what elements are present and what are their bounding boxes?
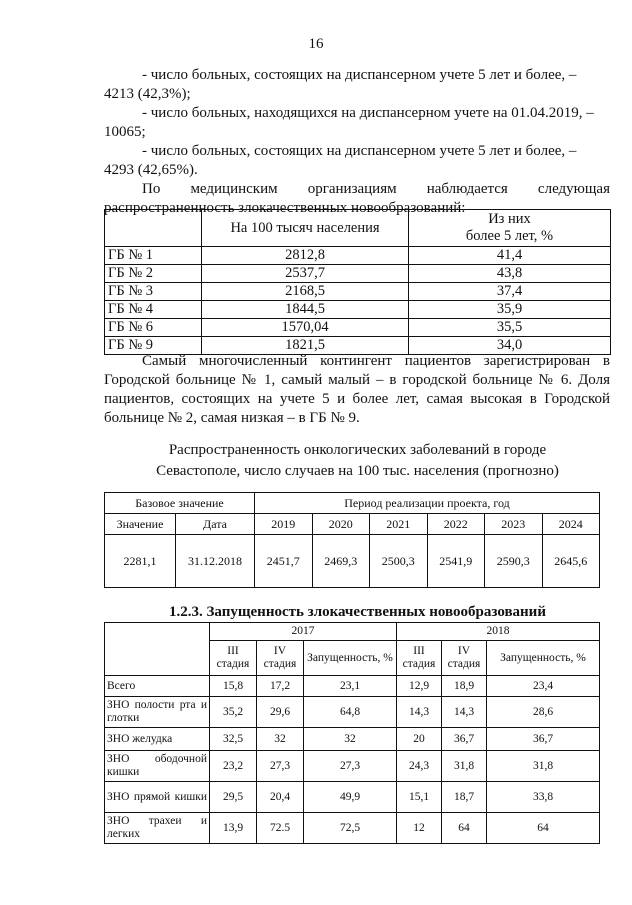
row-label: ГБ № 9 [105, 337, 202, 355]
cell: 13,9 [210, 813, 257, 844]
title-line-1: Распространенность онкологических заболеваний в городе [168, 442, 547, 458]
table-row [105, 535, 600, 588]
cell: 14,3 [397, 697, 442, 728]
row-label: ЗНО прямой кишки [105, 782, 210, 813]
bullet-2-line-1: - число больных, находящихся на диспансерном учете на 01.04.2019, – [142, 105, 594, 121]
table-header-row [105, 210, 611, 247]
bullet-1-line-2: 4213 (42,3%); [104, 86, 191, 102]
table-row [105, 247, 611, 265]
cell: 12,9 [397, 676, 442, 697]
cell: 72.5 [257, 813, 304, 844]
row-label: ЗНО ободочной кишки [105, 751, 210, 782]
lead-word: следующая [537, 181, 610, 197]
cell: 15,1 [397, 782, 442, 813]
row-percent: 43,8 [409, 265, 611, 283]
cell: 72,5 [304, 813, 397, 844]
cell: 27,3 [257, 751, 304, 782]
base-value-header: Базовое значение [105, 493, 255, 514]
lead-word: медицинским [190, 181, 278, 197]
table-row [105, 676, 600, 697]
cell: 32,5 [210, 728, 257, 751]
row-label: ЗНО желудка [105, 728, 210, 751]
lead-word: организациям [307, 181, 397, 197]
cell: 23,4 [487, 676, 600, 697]
base-value-cell: 2281,1 [105, 535, 176, 588]
table-subheader-row [105, 514, 600, 535]
cell: 20,4 [257, 782, 304, 813]
cell: 33,8 [487, 782, 600, 813]
row-label: ГБ № 1 [105, 247, 202, 265]
year-value-cell: 2541,9 [427, 535, 485, 588]
year-header: 2019 [255, 514, 313, 535]
date-header: Дата [176, 514, 255, 535]
table-header-row [105, 493, 600, 514]
year-header: 2020 [312, 514, 370, 535]
bullet-3-line-1: - число больных, состоящих на диспансерном учете 5 лет и более, – [142, 143, 577, 159]
row-percent: 35,9 [409, 301, 611, 319]
cell: 23,1 [304, 676, 397, 697]
year-value-cell: 2469,3 [312, 535, 370, 588]
row-label: ЗНО трахеи и легких [105, 813, 210, 844]
cell: 35,2 [210, 697, 257, 728]
row-value: 2168,5 [202, 283, 409, 301]
cell: 12 [397, 813, 442, 844]
period-header: Период реализации проекта, год [255, 493, 600, 514]
cell: 64 [487, 813, 600, 844]
neglect-pct-header: Запущенность, % [304, 641, 397, 676]
cell: 31,8 [487, 751, 600, 782]
cell: 15,8 [210, 676, 257, 697]
row-label: ГБ № 3 [105, 283, 202, 301]
cell: 17,2 [257, 676, 304, 697]
cell: 18,7 [442, 782, 487, 813]
stage-3-header: III стадия [210, 641, 257, 676]
cell: 64 [442, 813, 487, 844]
row-value: 1821,5 [202, 337, 409, 355]
year-value-cell: 2590,3 [485, 535, 543, 588]
title-line-2: Севастополе, число случаев на 100 тыс. населения (прогнозно) [156, 463, 559, 479]
cell: 28,6 [487, 697, 600, 728]
row-percent: 35,5 [409, 319, 611, 337]
lead-word: По [142, 181, 161, 197]
forecast-table [104, 492, 600, 588]
cell: 64,8 [304, 697, 397, 728]
bullet-3-line-2: 4293 (42,65%). [104, 162, 198, 178]
bullet-1-line-1: - число больных, состоящих на диспансерном учете 5 лет и более, – [142, 67, 577, 83]
stage-4-header: IV стадия [442, 641, 487, 676]
header-empty-cell [105, 210, 202, 247]
table-row [105, 301, 611, 319]
hospital-summary-paragraph: Самый многочисленный контингент пациентов зарегистрирован в Городской больнице № 1, самый малый – в городской больнице № 6. Доля пациентов, состоящих на учете 5 и более лет, самая высокая в Городской больнице № 2, самая низкая – в ГБ № 9. [104, 353, 610, 426]
header-per-100k: На 100 тысяч населения [202, 210, 409, 247]
cell: 49,9 [304, 782, 397, 813]
intro-paragraph [104, 66, 610, 218]
base-date-cell: 31.12.2018 [176, 535, 255, 588]
neglect-pct-header: Запущенность, % [487, 641, 600, 676]
value-header: Значение [105, 514, 176, 535]
cell: 14,3 [442, 697, 487, 728]
table-row [105, 265, 611, 283]
year-value-cell: 2500,3 [370, 535, 428, 588]
cell: 32 [304, 728, 397, 751]
year-value-cell: 2451,7 [255, 535, 313, 588]
forecast-table-title [104, 440, 611, 482]
row-percent: 34,0 [409, 337, 611, 355]
table-row [105, 751, 600, 782]
header-line-2: более 5 лет, % [465, 228, 554, 244]
cell: 24,3 [397, 751, 442, 782]
row-label: ГБ № 2 [105, 265, 202, 283]
row-value: 2812,8 [202, 247, 409, 265]
cell: 18,9 [442, 676, 487, 697]
table-row [105, 728, 600, 751]
table-row [105, 782, 600, 813]
year-header: 2021 [370, 514, 428, 535]
year-header: 2024 [542, 514, 600, 535]
row-value: 2537,7 [202, 265, 409, 283]
stage-3-header: III стадия [397, 641, 442, 676]
year-2017-header: 2017 [210, 623, 397, 641]
prevalence-by-hospital-table [104, 209, 611, 355]
table-row [105, 319, 611, 337]
lead-word: наблюдается [426, 181, 508, 197]
header-over-5-years [409, 210, 611, 247]
cell: 29,6 [257, 697, 304, 728]
year-2018-header: 2018 [397, 623, 600, 641]
bullet-2-line-2: 10065; [104, 124, 146, 140]
row-value: 1570,04 [202, 319, 409, 337]
cell: 20 [397, 728, 442, 751]
row-percent: 37,4 [409, 283, 611, 301]
cell: 31,8 [442, 751, 487, 782]
row-label: ЗНО полости рта и глотки [105, 697, 210, 728]
table-row [105, 283, 611, 301]
cell: 23,2 [210, 751, 257, 782]
row-label: ГБ № 6 [105, 319, 202, 337]
stage-4-header: IV стадия [257, 641, 304, 676]
year-header: 2022 [427, 514, 485, 535]
row-label: Всего [105, 676, 210, 697]
cell: 32 [257, 728, 304, 751]
row-value: 1844,5 [202, 301, 409, 319]
lead-line-2: распространенность злокачественных новообразований: [104, 200, 466, 216]
cell: 36,7 [442, 728, 487, 751]
table-row [105, 697, 600, 728]
table-year-row [105, 623, 600, 641]
row-percent: 41,4 [409, 247, 611, 265]
table-row [105, 813, 600, 844]
cell: 29,5 [210, 782, 257, 813]
page-number: 16 [308, 36, 324, 52]
cell: 36,7 [487, 728, 600, 751]
year-value-cell: 2645,6 [542, 535, 600, 588]
cell: 27,3 [304, 751, 397, 782]
section-heading: 1.2.3. Запущенность злокачественных новообразований [169, 604, 546, 620]
header-line-1: Из них [488, 211, 531, 227]
neglect-table [104, 622, 600, 844]
header-empty-cell [105, 623, 210, 676]
lead-line [104, 180, 610, 199]
year-header: 2023 [485, 514, 543, 535]
row-label: ГБ № 4 [105, 301, 202, 319]
